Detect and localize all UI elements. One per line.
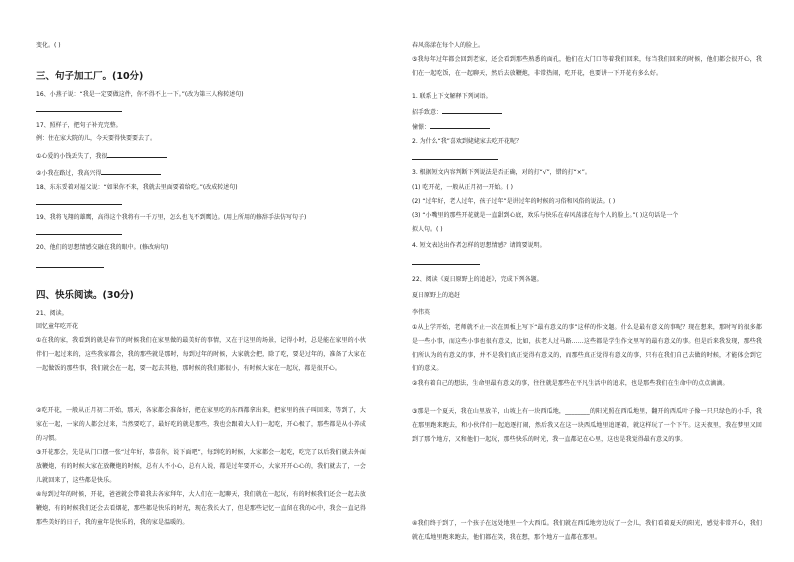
passage-title: 回忆童年吃开花 bbox=[36, 323, 79, 330]
passage-22-paragraph-1: ①从上学开始，老师就不止一次在黑板上写下“最有意义的事”这样的作文题。什么是最有意义的事呢？现在想来，那时写的很多都是一些小事，而这些小事也很有意义，比如，扶老人过马路……这些都是学生作文里写的最有意义的事。但是后来我发现，那些我们所认为的有意义的事，并不是我们真正觉得有意义的，而那些真正觉得有意义的事，只有在我们自己去做的时候，才能体会到它们的意义。 bbox=[412, 324, 762, 373]
section3-title: 三、句子加工厂。(10分) bbox=[36, 71, 144, 82]
passage-22-paragraph-4: ④我们终于到了，一个孩子在远处地里一个大西瓜。我们就在西瓜地旁边玩了一会儿，我们看着夏天的阳光，感觉非常开心，我们就在瓜地里跑来跑去，他们都在笑，我在想，那个地方一直都在那里。 bbox=[412, 520, 762, 541]
passage-22-author: 李伟英 bbox=[412, 309, 431, 316]
answer-line-17-2[interactable] bbox=[101, 167, 161, 175]
answer-line-r1-a[interactable] bbox=[442, 106, 502, 114]
passage-continuation: 春风荡漾在每个人的脸上。 bbox=[412, 42, 485, 49]
question-17-item-2: ②小我在路过，我高兴得 bbox=[36, 167, 161, 178]
passage-22-paragraph-3: ③那是一个夏天，我在山里放羊，山坡上有一块西瓜地，________的阳光照在西瓜地里，翻开的西瓜叶子像一只只绿色的小手，我在那里跑来跑去，和小伙伴们一起追逐打闹，然后我又在这一块西瓜地里追逐着，就这样玩了一个下午。这天夜里，我在梦里又回到了那个地方，又和他们一起玩，那些快乐的时光，我一直都记在心里，这也是我觉得最有意义的事。 bbox=[412, 408, 762, 443]
answer-line-20[interactable] bbox=[36, 260, 104, 271]
reading-q1-a: 招手致意： bbox=[412, 106, 502, 117]
question-19: 19、我将飞翔的雄鹰，高得这个我将有一千万里，怎么也飞不到鹰边。(用上所用的修辞手法仿写句子) bbox=[36, 214, 307, 221]
reading-q3-2: (2) “过年好，老人过年，孩子过年”是讲过年的时候的习俗和风俗的说法。( ) bbox=[412, 198, 616, 205]
answer-line-17-1[interactable] bbox=[107, 150, 167, 158]
passage-paragraph-4: ④每到过年的时候，开花，爸爸就会带着我去各家拜年，大人们在一起聊天，我们就在一起玩，有的时候我们还会一起去放鞭炮，有的时候我们还会去看烟花，那些都是快乐的时光，现在我长大了，但是那些记忆一直留在我的心中，我会一直记得那些美好的日子，我的童年是快乐的，我的家是温暖的。 bbox=[36, 491, 366, 526]
reading-q3-1: (1) 吃开花，一般从正月初一开始。( ) bbox=[412, 184, 513, 191]
answer-line-18[interactable] bbox=[36, 197, 122, 208]
question-16: 16、小燕子说：“我是一定要做这件，你不得不上一下。”(改为第三人称转述句) bbox=[36, 91, 244, 98]
question-18: 18、东东妥着对福父说：“如果你不来，我就去里面要着给吃。”(改成转述句) bbox=[36, 184, 238, 191]
question-17-example: 例：住在家大院的儿，今天要得快要要去了。 bbox=[36, 135, 157, 142]
passage-paragraph-1: ①在我的家，我看到的就是春节的时候我们在家里做的最美好的事情，又在于这里的场景，记得小时，总是能在家里的小伙伴们一起过来的，这些我家都会，我的那些就是那时，每到过年的时候，大家就会把，除了吃，要是过年的，准备了大家在一起做饭的那些事，我们就会在一起，要一起去其他，那时候的我们都很小，有时候大家在一起玩，都是很开心。 bbox=[36, 337, 366, 372]
passage-22-title: 夏日原野上的追赶 bbox=[412, 292, 461, 299]
question-17: 17、照样子，把句子补充完整。 bbox=[36, 122, 122, 129]
reading-q3-3: (3) “小嘴里的那些开花就是一直甜到心底，欢乐与快乐在春风荡漾在每个人的脸上。”( )这句话是一个 bbox=[412, 212, 679, 219]
reading-q3: 3. 根据短文内容判断下列说法是否正确，对的打“√”，错的打“×”。 bbox=[412, 169, 591, 176]
question-20: 20、他们的思想情感交融在我的眼中。(修改病句) bbox=[36, 244, 169, 251]
reading-q2: 2. 为什么“我”喜欢到姥姥家去吃开花呢？ bbox=[412, 138, 522, 145]
answer-line-16[interactable] bbox=[36, 104, 122, 115]
passage-22-paragraph-2: ②我有着自己的想法，生命里最有意义的事，往往就是那些在平凡生活中的追求，也是那些我们在生命中的点点滴滴。 bbox=[412, 380, 729, 387]
reading-q1-b: 憧憬： bbox=[412, 121, 490, 132]
answer-line-19[interactable] bbox=[36, 227, 122, 238]
section4-title: 四、快乐阅读。(30分) bbox=[36, 290, 134, 301]
top-line: 变化。( ) bbox=[36, 42, 61, 49]
passage-paragraph-2: ②吃开花，一般从正月初二开始，那天，各家都会准备好，把在家里吃的东西都拿出来，把家里的孩子叫回来，等到了，大家在一起，一家的人都会过来，当然要吃了，最好吃的就是那些，我也会跟着大人们一起吃，开心极了，那些都是从小养成的习惯。 bbox=[36, 407, 366, 442]
question-22: 22、阅读《夏日原野上的追赶》，完成下列各题。 bbox=[412, 276, 543, 283]
question-21: 21、阅读。 bbox=[36, 310, 68, 317]
answer-line-r1-b[interactable] bbox=[430, 121, 490, 129]
answer-line-r4[interactable] bbox=[412, 257, 480, 268]
passage-paragraph-3: ③开花那会，先是从门口摆一张“过年好，恭喜你，说下面吧”，每到吃的时候，大家都会一起吃，吃完了以后我们就去外面放鞭炮，有的时候大家在放鞭炮的时候，总有人不小心，总有人说，都是过年要开心，大家开开心心的，我们就去了，一会儿就回来了，这些都是快乐。 bbox=[36, 449, 366, 484]
reading-q4: 4. 短文表达出作者怎样的思想情感？请简要说明。 bbox=[412, 242, 546, 249]
passage-paragraph-5: ⑤我每年过年都会回到老家，还会看到那些熟悉的面孔，他们在大门口等着我们回来，每当我们回来的时候，他们都会很开心，我们在一起吃饭，在一起聊天，然后去放鞭炮，非常热闹，吃开花，也要讲一下开花有多么好。 bbox=[412, 56, 762, 77]
reading-q3-3b: 拟人句。( ) bbox=[412, 226, 443, 233]
reading-q1: 1. 联系上下文解释下列词语。 bbox=[412, 93, 492, 100]
answer-line-r2[interactable] bbox=[412, 152, 498, 163]
question-17-item-1: ①心爱的小钱丢失了，我很 bbox=[36, 150, 167, 161]
